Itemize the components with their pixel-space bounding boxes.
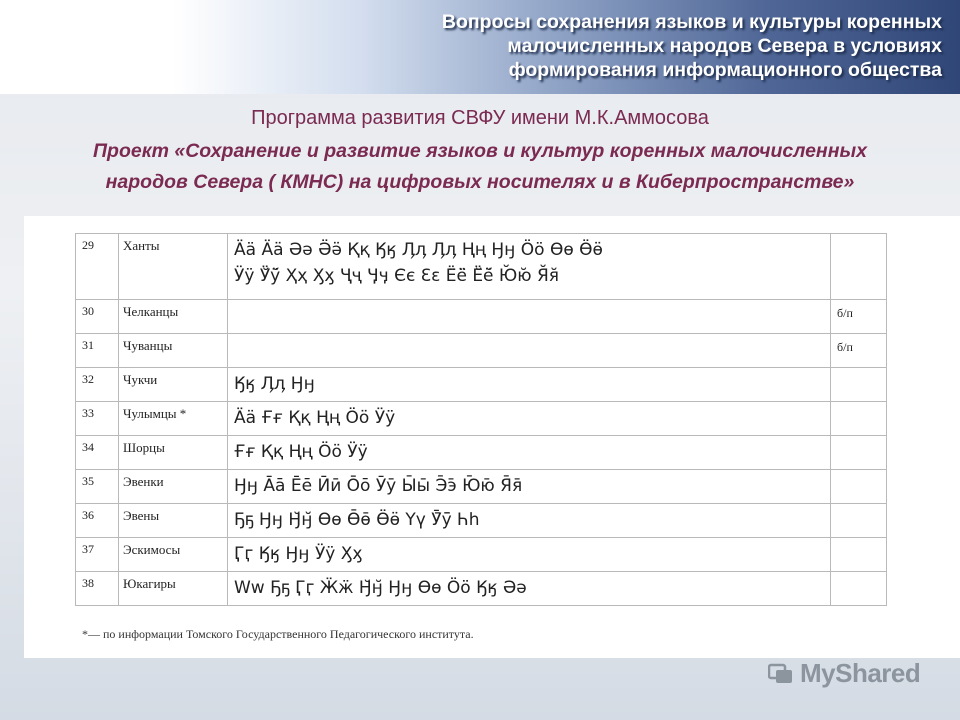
note-cell: б/п xyxy=(831,300,887,334)
letters-cell xyxy=(228,334,831,368)
table-row xyxy=(76,368,887,402)
note-cell xyxy=(831,538,887,572)
letters-line: Ää Ӓӓ Әә Ӛӛ Ққ Ӄӄ Ӆӆ Ӆӆ Ңң Ӈӈ Öö Өө Ӫӫ xyxy=(234,240,603,260)
table-row xyxy=(76,300,887,334)
letters-cell xyxy=(228,504,831,538)
people-name: Эвены xyxy=(119,504,228,538)
table-row xyxy=(76,436,887,470)
table-row xyxy=(76,334,887,368)
table-row xyxy=(76,402,887,436)
people-name: Ханты xyxy=(119,234,228,300)
letters-line: Ҕҕ Ӈӈ Ӈ̆ӈ̆ Өө Ө̄ө̄ Ӫӫ Үү Ӯ̄ӯ̄ Һһ xyxy=(234,510,480,530)
letters-line: Ӱӱ Ӱ̆ӱ̆ Ҳҳ Ӽӽ Ҷҷ Ӌӌ Єє Ɛɛ Ё̈ё̈ Ё̆ё̆ Ю̆ю̆ Я̆я̆ xyxy=(234,266,560,286)
header-title-line: Вопросы сохранения языков и культуры коренных xyxy=(441,11,942,33)
watermark xyxy=(768,656,920,690)
project-title-line: народов Севера ( КМНС) на цифровых носителях и в Киберпространстве» xyxy=(105,171,855,193)
project-title-line: Проект «Сохранение и развитие языков и культур коренных малочисленных xyxy=(93,140,867,162)
table-panel xyxy=(24,216,960,658)
row-number: 37 xyxy=(76,538,119,572)
letters-cell xyxy=(228,368,831,402)
row-number: 29 xyxy=(76,234,119,300)
note-cell xyxy=(831,572,887,606)
header-title-line: формирования информационного общества xyxy=(508,59,942,81)
note-cell xyxy=(831,436,887,470)
letters-cell xyxy=(228,470,831,504)
people-name: Чукчи xyxy=(119,368,228,402)
table-row xyxy=(76,538,887,572)
people-name: Эскимосы xyxy=(119,538,228,572)
header-title xyxy=(322,10,942,82)
row-number: 36 xyxy=(76,504,119,538)
letters-line: Ӷӷ Ӄӄ Ӈӈ Ӱӱ Ӽӽ xyxy=(234,544,363,564)
note-cell xyxy=(831,402,887,436)
letters-line: Ww Ҕҕ Ӷӷ Ӝӝ Ӈ̆ӈ̆ Ӈӈ Өө Öö Ӄӄ Әә xyxy=(234,578,527,598)
people-name: Юкагиры xyxy=(119,572,228,606)
footnote: *— по информации Томского Государственного Педагогического института. xyxy=(82,627,474,641)
row-number: 35 xyxy=(76,470,119,504)
row-number: 32 xyxy=(76,368,119,402)
letters-cell xyxy=(228,402,831,436)
letters-line: Ӓӓ Ғғ Ққ Ңң Ӧӧ Ӱӱ xyxy=(234,408,396,428)
people-name: Чуванцы xyxy=(119,334,228,368)
letters-cell xyxy=(228,436,831,470)
letters-cell xyxy=(228,234,831,300)
row-number: 34 xyxy=(76,436,119,470)
project-title xyxy=(0,136,960,198)
letters-line: Ғғ Ққ Ңң Ӧӧ Ӱӱ xyxy=(234,442,368,462)
letters-cell xyxy=(228,572,831,606)
row-number: 30 xyxy=(76,300,119,334)
people-name: Шорцы xyxy=(119,436,228,470)
program-subtitle: Программа развития СВФУ имени М.К.Аммосова xyxy=(251,107,709,129)
header-title-line: малочисленных народов Севера в условиях xyxy=(507,35,942,57)
table-row xyxy=(76,470,887,504)
row-number: 38 xyxy=(76,572,119,606)
alphabet-table xyxy=(75,233,887,606)
row-number: 31 xyxy=(76,334,119,368)
table-row xyxy=(76,572,887,606)
note-cell: б/п xyxy=(831,334,887,368)
people-name: Чулымцы * xyxy=(119,402,228,436)
letters-line: Ӈӈ Āā Ēē Ӣӣ Ōō Ӯӯ Ы̄ы̄ Э̄э̄ Ю̄ю̄ Я̄я̄ xyxy=(234,476,523,496)
myshared-logo-icon xyxy=(768,660,794,686)
letters-cell xyxy=(228,300,831,334)
letters-line: Ӄӄ Ӆӆ Ӈӈ xyxy=(234,374,315,394)
watermark-text: MyShared xyxy=(800,657,921,688)
row-number: 33 xyxy=(76,402,119,436)
letters-cell xyxy=(228,538,831,572)
people-name: Челканцы xyxy=(119,300,228,334)
note-cell xyxy=(831,234,887,300)
header-banner xyxy=(0,0,960,94)
note-cell xyxy=(831,368,887,402)
table-row xyxy=(76,504,887,538)
note-cell xyxy=(831,504,887,538)
table-row xyxy=(76,234,887,300)
note-cell xyxy=(831,470,887,504)
people-name: Эвенки xyxy=(119,470,228,504)
